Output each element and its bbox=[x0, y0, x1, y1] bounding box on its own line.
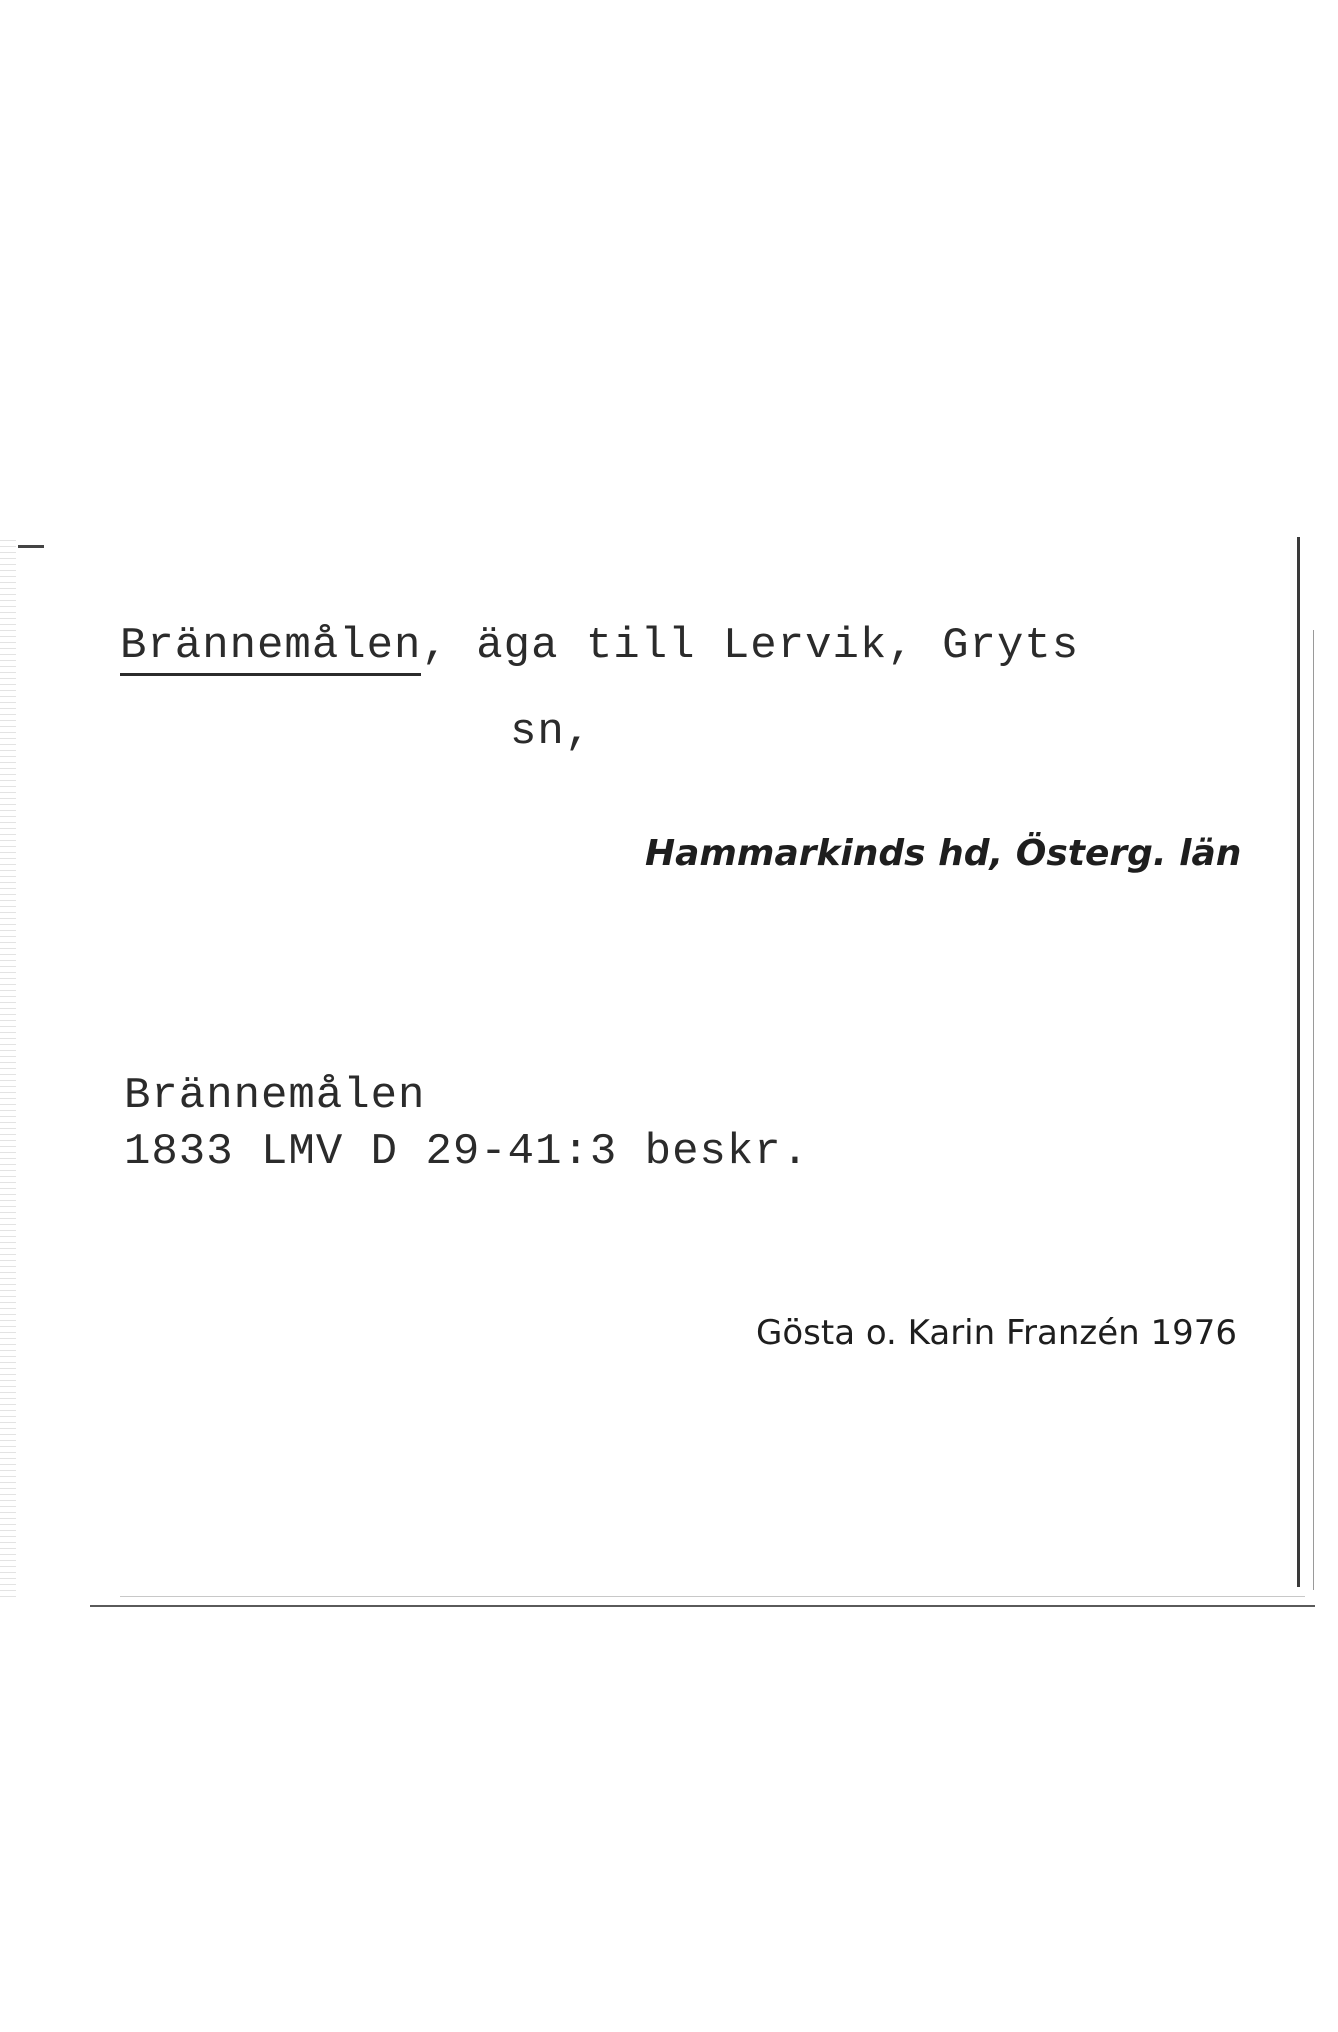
place-name-heading: Brännemålen bbox=[120, 621, 421, 676]
scan-mark bbox=[18, 545, 44, 548]
entry-place-name: Brännemålen bbox=[124, 1071, 426, 1121]
card-bottom-edge bbox=[90, 1605, 1315, 1607]
heading-description: , äga till Lervik, Gryts bbox=[421, 621, 1080, 671]
region-stamp: Hammarkinds hd, Österg. län bbox=[645, 833, 1242, 874]
heading-line bbox=[120, 621, 1080, 671]
entry-source-reference: 1833 LMV D 29-41:3 beskr. bbox=[124, 1127, 810, 1177]
card-right-edge bbox=[1297, 537, 1300, 1587]
scan-edge-speckle bbox=[0, 540, 16, 1600]
card-bottom-edge-shadow bbox=[120, 1596, 1305, 1597]
heading-continuation: sn, bbox=[510, 707, 593, 757]
card-right-edge-shadow bbox=[1313, 630, 1314, 1590]
attribution-stamp: Gösta o. Karin Franzén 1976 bbox=[756, 1313, 1238, 1353]
